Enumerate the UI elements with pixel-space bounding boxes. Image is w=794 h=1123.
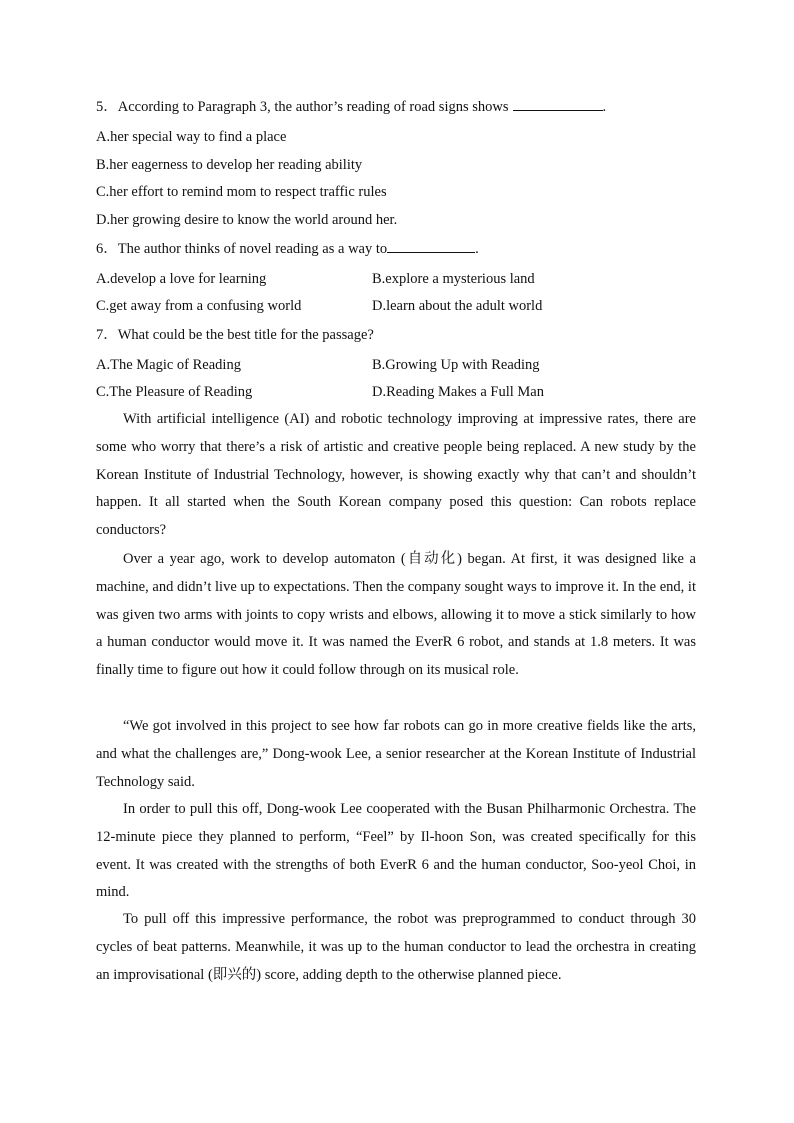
q5-option-c: C.her effort to remind mom to respect traffic rules — [96, 184, 387, 200]
question-6 — [96, 240, 479, 258]
q7-option-c: C.The Pleasure of Reading — [96, 384, 253, 400]
q6-option-a: A.develop a love for learning — [96, 271, 267, 287]
q5-option-a: A.her special way to find a place — [96, 129, 287, 145]
q7-option-a: A.The Magic of Reading — [96, 357, 241, 373]
question-5 — [96, 98, 606, 116]
answer-blank — [513, 98, 603, 111]
question-7-stem: 7．What could be the best title for the passage? — [96, 327, 374, 343]
q7-option-d: D.Reading Makes a Full Man — [372, 384, 544, 400]
passage-paragraph-5: To pull off this impressive performance, the robot was preprogrammed to conduct through 30 cycles of beat patterns. Meanwhile, it was up to the human conductor to lead the orchestra in creating an improvisational (即兴的) score, adding depth to the otherwise planned piece. — [96, 911, 696, 983]
question-6-end: . — [475, 241, 479, 257]
q5-option-b: B.her eagerness to develop her reading ability — [96, 157, 363, 173]
question-7 — [96, 326, 374, 344]
q5-option-d: D.her growing desire to know the world around her. — [96, 212, 398, 228]
passage-paragraph-1: With artificial intelligence (AI) and robotic technology improving at impressive rates, there are some who worry that there’s a risk of artistic and creative people being replaced. A new study by the Korean Institute of Industrial Technology, however, is showing exactly why that can’t and shouldn’t happen. It all started when the South Korean company posed this question: Can robots replace conductors? — [96, 411, 696, 539]
q6-option-b: B.explore a mysterious land — [372, 271, 535, 287]
question-6-stem: 6．The author thinks of novel reading as a way to — [96, 241, 388, 257]
q6-option-c: C.get away from a confusing world — [96, 298, 302, 314]
passage-paragraph-2: Over a year ago, work to develop automaton (自动化) began. At first, it was designed like a machine, and didn’t live up to expectations. Then the company sought ways to improve it. In the end, it was given two arms with joints to copy wrists and elbows, allowing it to move a stick similarly to how a human conductor would move it. It was named the EverR 6 robot, and stands at 1.8 meters. It was finally time to figure out how it could follow through on its musical role. — [96, 551, 696, 679]
passage-paragraph-3: “We got involved in this project to see how far robots can go in more creative fields like the arts, and what the challenges are,” Dong-wook Lee, a senior researcher at the Korean Institute of Industrial Technology said. — [96, 718, 696, 790]
q6-option-d: D.learn about the adult world — [372, 298, 543, 314]
question-5-stem: 5．According to Paragraph 3, the author’s reading of road signs shows — [96, 99, 509, 115]
answer-blank — [387, 240, 475, 253]
question-5-end: . — [602, 99, 607, 115]
passage-paragraph-4: In order to pull this off, Dong-wook Lee cooperated with the Busan Philharmonic Orchestra. The 12-minute piece they planned to perform, “Feel” by Il-hoon Son, was created specifically for this event. It was created with the strengths of both EverR 6 and the human conductor, Soo-yeol Choi, in mind. — [96, 801, 696, 901]
q7-option-b: B.Growing Up with Reading — [372, 357, 540, 373]
